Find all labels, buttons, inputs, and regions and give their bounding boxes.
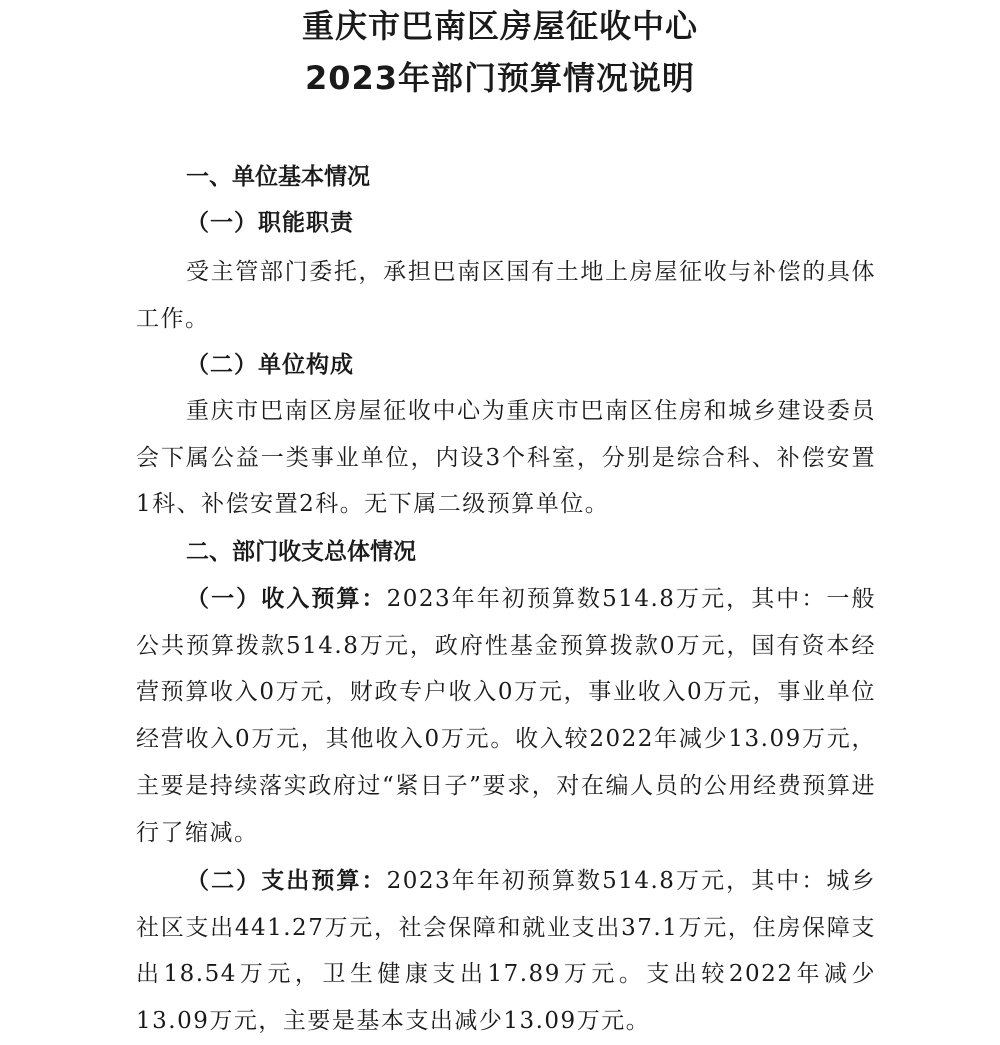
- document-title-line2: 2023年部门预算情况说明: [304, 59, 696, 97]
- income-paragraph: [136, 576, 876, 856]
- section2-heading: 二、部门收支总体情况: [186, 539, 416, 565]
- expenditure-text: 2023年年初预算数514.8万元，其中：城乡社区支出441.27万元，社会保障和就业支出37.1万元，住房保障支出18.54万元，卫生健康支出17.89万元。支出较2022年减少13.09万元，主要是基本支出减少13.09万元。: [136, 868, 876, 1035]
- expenditure-lead: （二）支出预算：: [186, 868, 387, 894]
- income-text: 2023年年初预算数514.8万元，其中：一般公共预算拨款514.8万元，政府性基金预算拨款0万元，国有资本经营预算收入0万元，财政专户收入0万元，事业收入0万元，事业单位经营收入0万元，其他收入0万元。收入较2022年减少13.09万元，主要是持续落实政府过“紧日子”要求，对在编人员的公用经费预算进行了缩减。: [136, 586, 876, 846]
- section1-sub2-heading: （二）单位构成: [186, 352, 354, 378]
- section1-heading: 一、单位基本情况: [186, 164, 370, 190]
- section1-sub1-text: 受主管部门委托，承担巴南区国有土地上房屋征收与补偿的具体工作。: [136, 259, 876, 332]
- income-lead: （一）收入预算：: [186, 586, 387, 612]
- section1-sub1-heading: （一）职能职责: [186, 210, 354, 236]
- document-title-line1: 重庆市巴南区房屋征收中心: [301, 7, 698, 45]
- expenditure-paragraph: [136, 858, 876, 1045]
- section1-sub2-text: 重庆市巴南区房屋征收中心为重庆市巴南区住房和城乡建设委员会下属公益一类事业单位，内设3个科室，分别是综合科、补偿安置1科、补偿安置2科。无下属二级预算单位。: [136, 398, 876, 518]
